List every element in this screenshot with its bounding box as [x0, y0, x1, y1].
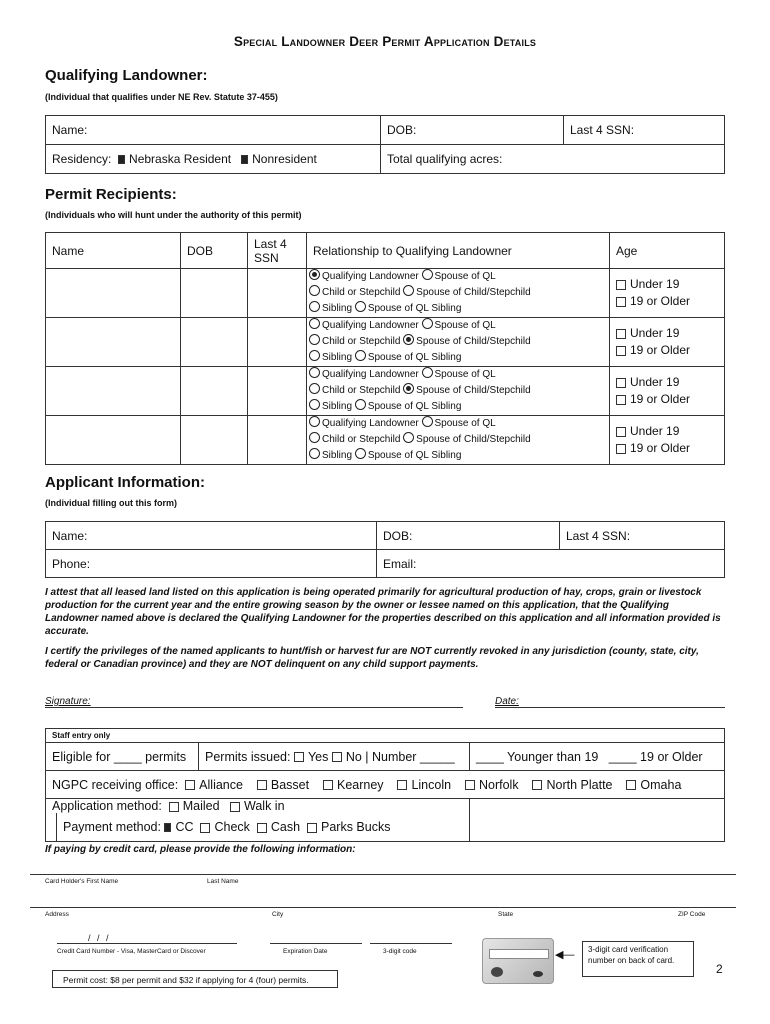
- staff-entry-label: Staff entry only: [46, 729, 725, 743]
- radio-ql[interactable]: [309, 367, 320, 378]
- radio-spouse-child[interactable]: [403, 285, 414, 296]
- expiration-label: Expiration Date: [283, 948, 328, 955]
- name-line[interactable]: [30, 874, 736, 875]
- state-label: State: [498, 911, 514, 918]
- residency-label: Residency:: [52, 152, 112, 166]
- address-label: Address: [45, 911, 69, 918]
- col-name-header: Name: [46, 233, 181, 269]
- cash-checkbox[interactable]: [257, 823, 267, 833]
- radio-sibling[interactable]: [309, 399, 320, 410]
- recipient-ssn-cell[interactable]: [248, 416, 307, 465]
- recipient-row: Qualifying Landowner Spouse of QL Child or Stepchild Spouse of Child/Stepchild Sibling Spouse of QL Sibling Under 19 19 or Older: [46, 416, 725, 465]
- credit-card-back-image: [482, 938, 554, 984]
- office-omaha-checkbox[interactable]: [626, 780, 636, 790]
- radio-sibling[interactable]: [309, 301, 320, 312]
- holder-first-name-label: Card Holder's First Name: [45, 878, 119, 885]
- radio-ql[interactable]: [309, 269, 320, 280]
- cc-checkbox[interactable]: [164, 823, 171, 832]
- signature-line[interactable]: [45, 707, 463, 708]
- qualifying-note: (Individual that qualifies under NE Rev. Statute 37-455): [45, 92, 278, 102]
- office-basset-checkbox[interactable]: [257, 780, 267, 790]
- applicant-dob-label[interactable]: DOB:: [383, 528, 413, 543]
- recipient-dob-cell[interactable]: [181, 416, 248, 465]
- recipient-name-cell[interactable]: [46, 367, 181, 416]
- page-number: 2: [716, 962, 723, 976]
- recipient-ssn-cell[interactable]: [248, 318, 307, 367]
- date-label: Date:: [495, 696, 519, 707]
- card-number-label: Credit Card Number - Visa, MasterCard or Discover: [57, 948, 206, 955]
- ql-name-label[interactable]: Name:: [52, 123, 88, 137]
- yes-checkbox[interactable]: [294, 752, 304, 762]
- col-ssn-header: Last 4 SSN: [248, 233, 307, 269]
- card-logo-icon: [491, 967, 503, 977]
- recipients-table: [45, 232, 725, 465]
- cvv-label: 3-digit code: [383, 948, 417, 955]
- age-under-checkbox[interactable]: [616, 378, 626, 388]
- no-checkbox[interactable]: [332, 752, 342, 762]
- ql-ssn-label[interactable]: Last 4 SSN:: [570, 123, 635, 137]
- applicant-heading: Applicant Information:: [45, 474, 205, 491]
- radio-child[interactable]: [309, 334, 320, 345]
- city-label: City: [272, 911, 284, 918]
- radio-spouse-child[interactable]: [403, 383, 414, 394]
- ql-dob-label[interactable]: DOB:: [387, 123, 417, 137]
- radio-ql[interactable]: [309, 416, 320, 427]
- walkin-checkbox[interactable]: [230, 802, 240, 812]
- qualifying-table: [45, 115, 725, 174]
- certification-paragraph: I certify the privileges of the named applicants to hunt/fish or harvest fur are NOT currently revoked in any jurisdiction (county, state, city, federal or Canadian province) and they are NOT delinquent on any child support payments.: [45, 646, 699, 670]
- expiration-line[interactable]: [270, 943, 362, 944]
- recipients-heading: Permit Recipients:: [45, 186, 177, 203]
- nebraska-resident-label: Nebraska Resident: [129, 152, 232, 166]
- recipient-row: Qualifying Landowner Spouse of QL Child or Stepchild Spouse of Child/Stepchild Sibling Spouse of QL Sibling Under 19 19 or Older: [46, 318, 725, 367]
- radio-spouse-ql[interactable]: [422, 318, 433, 329]
- eligible-field[interactable]: Eligible for ____ permits: [46, 743, 199, 771]
- ngpc-office-label: NGPC receiving office:: [52, 777, 179, 792]
- recipient-name-cell[interactable]: [46, 318, 181, 367]
- zip-label: ZIP Code: [678, 911, 706, 918]
- applicant-phone-label[interactable]: Phone:: [52, 556, 91, 571]
- applicant-name-label[interactable]: Name:: [52, 528, 88, 543]
- older-field[interactable]: ____ 19 or Older: [608, 749, 703, 764]
- application-method-label: Application method:: [52, 799, 162, 813]
- recipient-dob-cell[interactable]: [181, 269, 248, 318]
- qualifying-heading: Qualifying Landowner:: [45, 67, 208, 84]
- office-norfolk-checkbox[interactable]: [465, 780, 475, 790]
- recipient-name-cell[interactable]: [46, 416, 181, 465]
- col-age-header: Age: [610, 233, 725, 269]
- radio-spouse-sibling[interactable]: [355, 448, 366, 459]
- arrow-left-icon: ◀—: [555, 949, 575, 961]
- card-logo-icon: [533, 971, 543, 977]
- age-older-checkbox[interactable]: [616, 346, 626, 356]
- nonresident-checkbox[interactable]: [241, 155, 248, 164]
- radio-spouse-child[interactable]: [403, 334, 414, 345]
- radio-child[interactable]: [309, 285, 320, 296]
- age-under-checkbox[interactable]: [616, 427, 626, 437]
- cvv-line[interactable]: [370, 943, 452, 944]
- applicant-table: [45, 521, 725, 578]
- office-alliance-checkbox[interactable]: [185, 780, 195, 790]
- nonresident-label: Nonresident: [252, 152, 317, 166]
- recipient-dob-cell[interactable]: [181, 367, 248, 416]
- office-lincoln-checkbox[interactable]: [397, 780, 407, 790]
- col-relationship-header: Relationship to Qualifying Landowner: [307, 233, 610, 269]
- holder-last-name-label: Last Name: [207, 878, 239, 885]
- radio-spouse-ql[interactable]: [422, 416, 433, 427]
- recipients-note: (Individuals who will hunt under the authority of this permit): [45, 210, 302, 220]
- recipient-row: Qualifying Landowner Spouse of QL Child or Stepchild Spouse of Child/Stepchild Sibling Spouse of QL Sibling Under 19 19 or Older: [46, 269, 725, 318]
- recipient-ssn-cell[interactable]: [248, 367, 307, 416]
- radio-spouse-child[interactable]: [403, 432, 414, 443]
- radio-spouse-ql[interactable]: [422, 367, 433, 378]
- signature-label: Signature:: [45, 696, 91, 707]
- radio-spouse-sibling[interactable]: [355, 399, 366, 410]
- applicant-ssn-label[interactable]: Last 4 SSN:: [566, 528, 631, 543]
- card-number-line[interactable]: [57, 943, 237, 944]
- attestation-paragraph: I attest that all leased land listed on this application is being operated primarily for agricultural production of hay, crops, grain or livestock production for the current year and the entire growing season by the owner or lessee named on this application, that the Qualifying Landowner named above is declared the Qualifying Landowner for the properties described on this application and all information provided is accurate.: [45, 587, 721, 637]
- date-line[interactable]: [495, 707, 725, 708]
- mailed-checkbox[interactable]: [169, 802, 179, 812]
- age-older-checkbox[interactable]: [616, 395, 626, 405]
- recipient-row: Qualifying Landowner Spouse of QL Child or Stepchild Spouse of Child/Stepchild Sibling Spouse of QL Sibling Under 19 19 or Older: [46, 367, 725, 416]
- radio-ql[interactable]: [309, 318, 320, 329]
- cvv-note-box: 3-digit card verification number on back of card.: [582, 941, 694, 977]
- credit-card-heading: If paying by credit card, please provide the following information:: [45, 844, 356, 855]
- address-line[interactable]: [30, 907, 736, 908]
- applicant-note: (Individual filling out this form): [45, 498, 177, 508]
- page-title: Special Landowner Deer Permit Application Details: [233, 34, 537, 49]
- recipient-ssn-cell[interactable]: [248, 269, 307, 318]
- staff-table: Staff entry only Eligible for ____ permits Permits issued: Yes No | Number _____ ____ Younger than 19 ____ 19 or Older NGPC receiving office: Alliance Basset Kearney Lincoln Norfolk North Platte Omaha Application method: Mailed Walk in Payment method: CC Check Cash Parks Bucks: [45, 728, 725, 842]
- radio-spouse-ql[interactable]: [422, 269, 433, 280]
- radio-spouse-sibling[interactable]: [355, 350, 366, 361]
- office-kearney-checkbox[interactable]: [323, 780, 333, 790]
- permits-issued-label: Permits issued:: [205, 749, 291, 764]
- radio-child[interactable]: [309, 432, 320, 443]
- radio-sibling[interactable]: [309, 350, 320, 361]
- younger-field[interactable]: ____ Younger than 19: [476, 749, 599, 764]
- signature-strip: [489, 949, 549, 959]
- office-north-platte-checkbox[interactable]: [532, 780, 542, 790]
- age-older-checkbox[interactable]: [616, 444, 626, 454]
- radio-child[interactable]: [309, 383, 320, 394]
- nebraska-resident-checkbox[interactable]: [118, 155, 125, 164]
- card-number-slashes: / / /: [88, 933, 111, 943]
- acres-label[interactable]: Total qualifying acres:: [387, 152, 503, 166]
- applicant-email-label[interactable]: Email:: [383, 556, 417, 571]
- age-older-checkbox[interactable]: [616, 297, 626, 307]
- radio-spouse-sibling[interactable]: [355, 301, 366, 312]
- age-under-checkbox[interactable]: [616, 280, 626, 290]
- col-dob-header: DOB: [181, 233, 248, 269]
- recipient-dob-cell[interactable]: [181, 318, 248, 367]
- parks-bucks-checkbox[interactable]: [307, 823, 317, 833]
- check-checkbox[interactable]: [200, 823, 210, 833]
- payment-method-label: Payment method:: [63, 820, 161, 834]
- recipient-name-cell[interactable]: [46, 269, 181, 318]
- radio-sibling[interactable]: [309, 448, 320, 459]
- age-under-checkbox[interactable]: [616, 329, 626, 339]
- permit-cost-box: Permit cost: $8 per permit and $32 if applying for 4 (four) permits.: [52, 970, 338, 988]
